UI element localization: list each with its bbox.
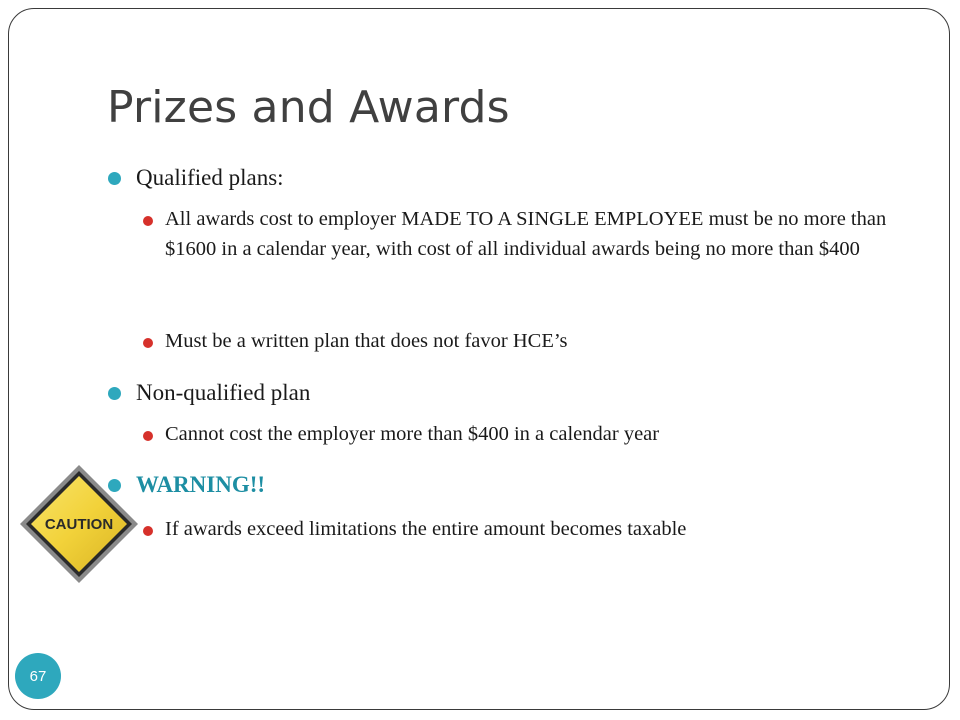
- bullet-icon: [108, 172, 121, 185]
- sub-bullet-text: If awards exceed limitations the entire amount becomes taxable: [165, 518, 687, 540]
- bullet-text: Non-qualified plan: [136, 380, 311, 405]
- sub-bullet-icon: [143, 526, 153, 536]
- caution-sign-label: CAUTION: [44, 516, 114, 533]
- sub-bullet-written-plan: [165, 327, 905, 357]
- sub-bullet-icon: [143, 338, 153, 348]
- bullet-icon: [108, 387, 121, 400]
- sub-bullet-taxable: [165, 515, 905, 545]
- bullet-item-warning: [136, 470, 265, 500]
- sub-bullet-non-qualified-limit: [165, 420, 905, 450]
- sub-bullet-text: Must be a written plan that does not favor HCE’s: [165, 330, 568, 352]
- bullet-text: Qualified plans:: [136, 165, 284, 190]
- bullet-item-qualified-plans: [136, 163, 284, 193]
- sub-bullet-award-limits: [165, 205, 905, 264]
- sub-bullet-text: Cannot cost the employer more than $400 in a calendar year: [165, 423, 660, 445]
- slide-title: Prizes and Awards: [107, 82, 510, 133]
- caution-sign-icon: [18, 463, 140, 585]
- sub-bullet-icon: [143, 431, 153, 441]
- sub-bullet-icon: [143, 216, 153, 226]
- sub-bullet-text: All awards cost to employer MADE TO A SINGLE EMPLOYEE must be no more than $1600 in a calendar year, with cost of all individual awards being no more than $400: [165, 208, 887, 260]
- warning-text: WARNING!!: [136, 472, 266, 497]
- page-number-badge: 67: [15, 653, 61, 699]
- bullet-item-non-qualified-plan: [136, 378, 310, 408]
